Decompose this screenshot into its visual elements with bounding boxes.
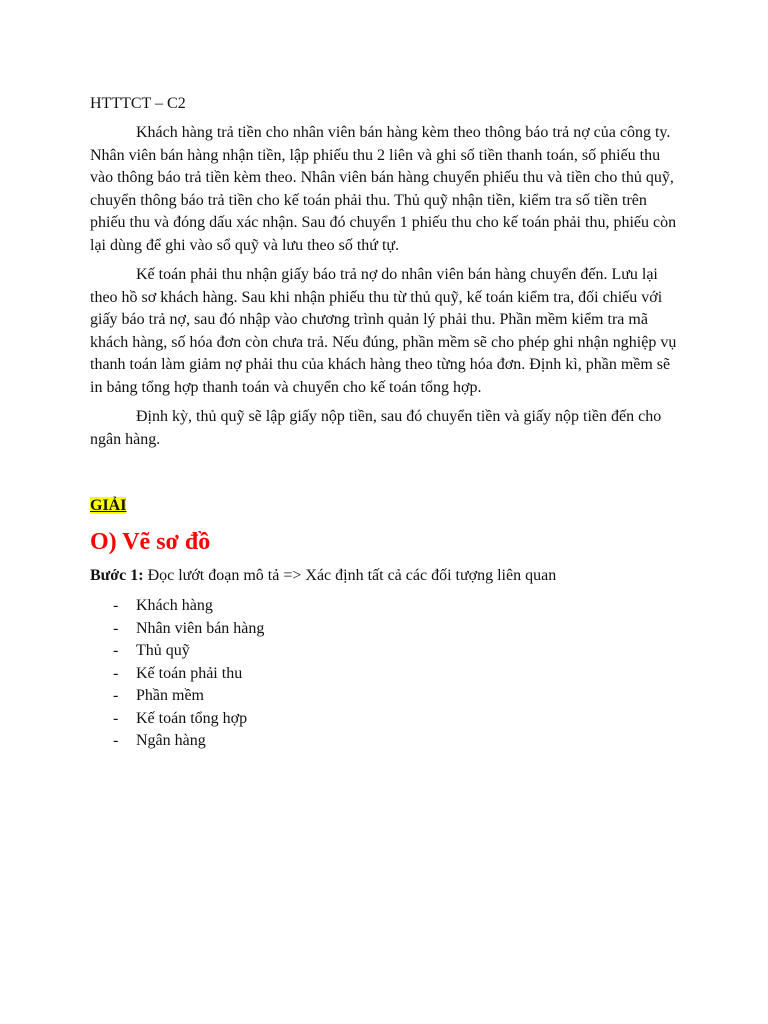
list-item <box>90 640 682 663</box>
paragraph-1: Khách hàng trả tiền cho nhân viên bán hàng kèm theo thông báo trả nợ của công ty. Nhân viên bán hàng nhận tiền, lập phiếu thu 2 liên và ghi số tiền thanh toán, số phiếu thu vào thông báo trả tiền kèm theo. Nhân viên bán hàng chuyển phiếu thu và tiền cho thủ quỹ, chuyển thông báo trả tiền cho kế toán phải thu. Thủ quỹ nhận tiền, kiểm tra số tiền trên phiếu thu và đóng dấu xác nhận. Sau đó chuyển 1 phiếu thu cho kế toán phải thu, phiếu còn lại dùng để ghi vào sổ quỹ và lưu theo số thứ tự. <box>90 124 677 254</box>
bullet-dash: - <box>113 687 119 704</box>
document-title: HTTTCT – C2 <box>90 95 186 112</box>
solution-label-text: GIẢI <box>90 497 127 514</box>
list-item-text: Nhân viên bán hàng <box>136 619 265 637</box>
list-item-text: Kế toán phải thu <box>136 664 243 682</box>
list-item-text: Ngân hàng <box>136 732 206 749</box>
solution-label <box>90 495 682 517</box>
paragraph-2: Kế toán phải thu nhận giấy báo trả nợ do nhân viên bán hàng chuyển đến. Lưu lại theo hồ sơ khách hàng. Sau khi nhận phiếu thu từ thủ quỹ, kế toán kiểm tra, đối chiếu với giấy báo trả nợ, sau đó nhập vào chương trình quản lý phải thu. Phần mềm kiểm tra mã khách hàng, số hóa đơn còn chưa trả. Nếu đúng, phần mềm sẽ cho phép ghi nhận nghiệp vụ thanh toán làm giảm nợ phải thu của khách hàng theo từng hóa đơn. Định kì, phần mềm sẽ in bảng tổng hợp thanh toán và chuyển cho kế toán tổng hợp. <box>90 266 677 396</box>
list-item-text: Khách hàng <box>136 597 213 614</box>
list-item-text: Kế toán tổng hợp <box>136 709 248 727</box>
list-item <box>90 708 682 731</box>
bullet-dash: - <box>113 597 119 614</box>
bullet-dash: - <box>113 709 119 727</box>
list-item-text: Phần mềm <box>136 687 204 704</box>
bullet-dash: - <box>113 732 119 749</box>
bullet-dash: - <box>113 642 119 659</box>
document-page <box>90 92 682 753</box>
list-item-text: Thủ quỹ <box>136 642 190 659</box>
entity-list <box>90 595 682 753</box>
list-item <box>90 595 682 618</box>
paragraph-3: Định kỳ, thủ quỹ sẽ lập giấy nộp tiền, sau đó chuyển tiền và giấy nộp tiền đến cho ngân hàng. <box>90 408 662 448</box>
list-item <box>90 618 682 641</box>
bullet-dash: - <box>113 619 119 637</box>
step-1-line <box>90 565 682 587</box>
list-item <box>90 685 682 708</box>
list-item <box>90 663 682 686</box>
section-heading: O) Vẽ sơ đồ <box>90 529 211 555</box>
bullet-dash: - <box>113 664 119 682</box>
step-1-text: Đọc lướt đoạn mô tả => Xác định tất cả các đối tượng liên quan <box>143 567 557 584</box>
list-item <box>90 730 682 753</box>
step-1-label: Bước 1: <box>90 567 144 584</box>
